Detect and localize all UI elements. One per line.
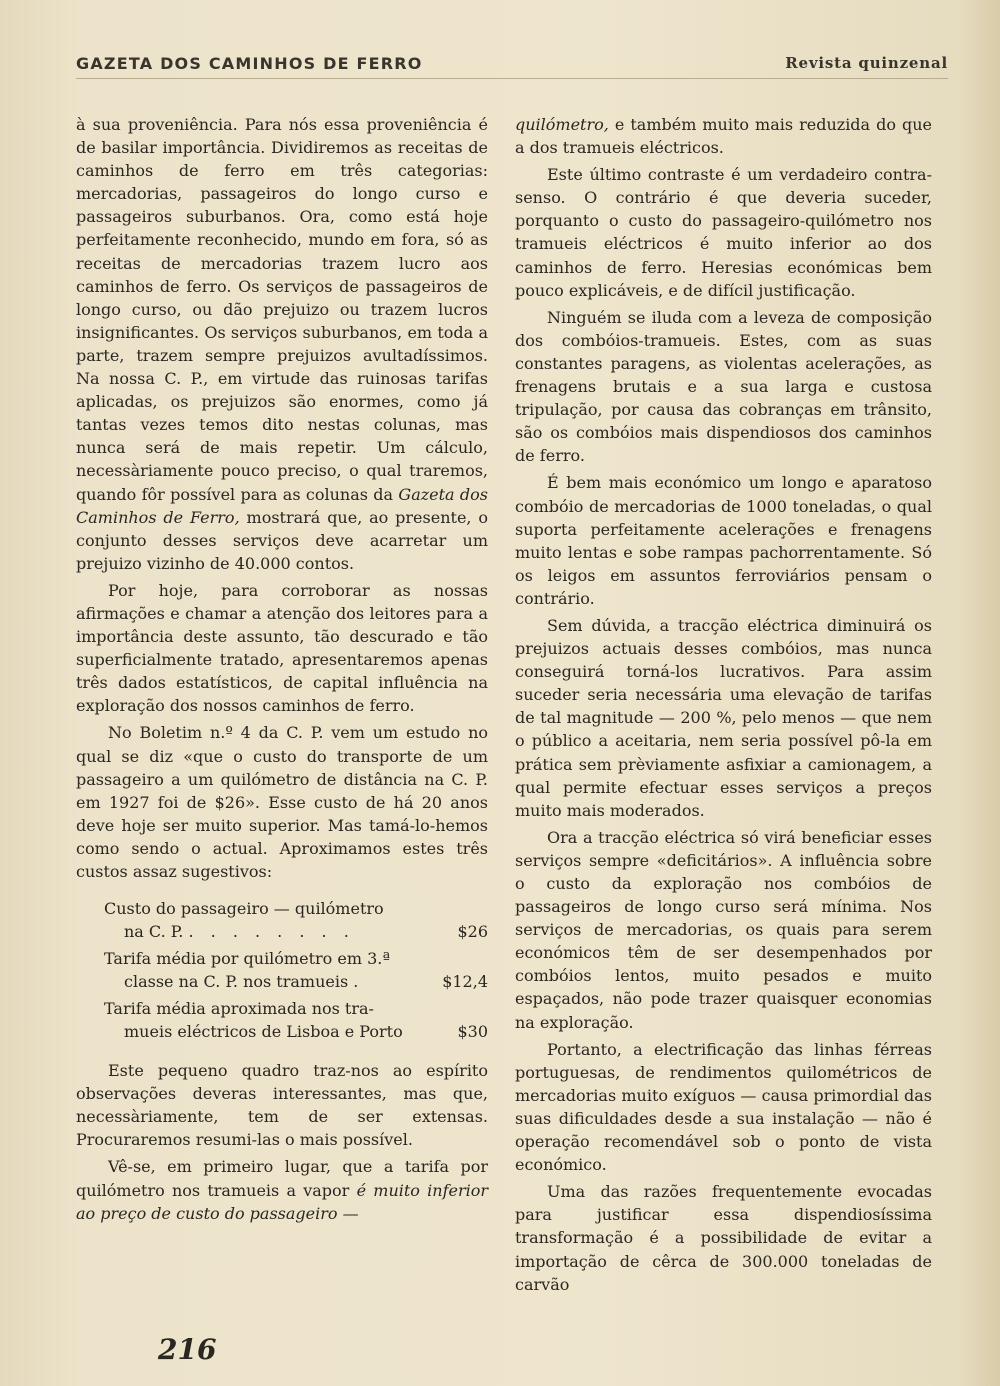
paragraph: à sua proveniência. Para nós essa proveniência é de basilar importância. Dividiremos as receitas de caminhos de ferro em três categorias: mercadorias, passageiros do longo curso e passageiros suburbanos. Ora, como está hoje perfeitamente reconhecido, mundo em fora, só as receitas de mercadorias trazem lucro aos caminhos de ferro. Os serviços de passageiros de longo curso, ou dão prejuizo ou trazem lucros insignificantes. Os serviços suburbanos, em toda a parte, trazem sempre prejuizos avultadíssimos. Na nossa C. P., em virtude das ruinosas tarifas aplicadas, os prejuizos são enormes, como já tantas vezes temos dito nestas colunas, mas nunca será de mais repetir. Um cálculo, necessàriamente pouco preciso, o qual traremos, quando fôr possível para as colunas da Gazeta dos Caminhos de Ferro, mostrará que, ao presente, o conjunto desses serviços deve acarretar um prejuizo vizinho de 40.000 contos. xyxy=(76,115,489,573)
row-label: Tarifa média aproximada nos tra- xyxy=(104,999,374,1019)
paragraph: Por hoje, para corroborar as nossas afirmações e chamar a atenção dos leitores para a importância deste assunto, tão descurado e tão superficialmente tratado, apresentaremos apenas três dados estatísticos, de capital influência na exploração dos nossos caminhos de ferro. xyxy=(76,580,488,716)
row-value: $26 xyxy=(457,922,488,942)
page-header xyxy=(76,52,948,79)
row-label-cont: na C. P. xyxy=(124,922,184,942)
paragraph: Portanto, a electrificação das linhas férreas portuguesas, de rendimentos quilométricos de mercadorias muito exíguos — causa primordial das suas dificuldades desde a sua instalação — não é operação recomendável sob o ponto de vista económico. xyxy=(515,1039,932,1175)
row-label-cont: classe na C. P. nos tramueis xyxy=(124,972,349,992)
paragraph: Este pequeno quadro traz-nos ao espírito observações deveras interessantes, mas que, necessàriamente, tem de ser extensas. Procuraremos resumi-las o mais possível. xyxy=(76,1061,488,1150)
paragraph: Sem dúvida, a tracção eléctrica diminuirá os prejuizos actuais desses combóios, mas nunca conseguirá torná-los lucrativos. Para assim suceder seria necessária uma elevação de tarifas de tal magnitude — 200 %, pelo menos — que nem o público a aceitaria, nem seria possível pô-la em prática sem prèviamente asfixiar a camionagem, a qual permite efectuar esses serviços a preços muito mais moderados. xyxy=(515,615,932,820)
row-label-cont: mueis eléctricos de Lisboa e Porto xyxy=(124,1022,403,1042)
table-row xyxy=(104,997,488,1043)
paragraph: Vê-se, em primeiro lugar, que a tarifa por quilómetro nos tramueis a vapor é muito inferior ao preço de custo do passageiro — xyxy=(76,1157,489,1223)
publication-subtitle: Revista quinzenal xyxy=(785,54,948,72)
table-row xyxy=(104,947,488,993)
cost-table xyxy=(104,897,488,1043)
row-label: Tarifa média por quilómetro em 3.ª xyxy=(104,949,390,969)
leader-dots: . xyxy=(353,972,365,992)
left-column xyxy=(76,113,488,1229)
paragraph: Uma das razões frequentemente evocadas para justificar essa dispendiosíssima transformação é a possibilidade de evitar a importação de cêrca de 300.000 toneladas de carvão xyxy=(515,1182,932,1294)
row-label: Custo do passageiro — quilómetro xyxy=(104,899,384,919)
paragraph: Ninguém se iluda com a leveza de composição dos combóios-tramueis. Estes, com as suas constantes paragens, as violentas acelerações, as frenagens brutais e a sua larga e custosa tripulação, por causa das cobranças em trânsito, são os combóios mais dispendiosos dos caminhos de ferro. xyxy=(515,307,932,466)
paragraph: No Boletim n.º 4 da C. P. vem um estudo no qual se diz «que o custo do transporte de um passageiro a um quilómetro de distância na C. P. em 1927 foi de $26». Esse custo de há 20 anos deve hoje ser muito superior. Mas tamá-lo-hemos como sendo o actual. Aproximamos estes três custos assaz sugestivos: xyxy=(76,723,488,881)
table-row xyxy=(104,897,488,943)
paragraph: Este último contraste é um verdadeiro contra-senso. O contrário é que deveria suceder, porquanto o custo do passageiro-quilómetro nos tramueis eléctricos é muito inferior ao dos caminhos de ferro. Heresias económicas bem pouco explicáveis, e de difícil justificação. xyxy=(515,165,932,300)
paragraph: quilómetro, e também muito mais reduzida do que a dos tramueis eléctricos. xyxy=(515,115,932,158)
row-value: $30 xyxy=(457,1022,488,1042)
paragraph: Ora a tracção eléctrica só virá beneficiar esses serviços sempre «deficitários». A influência sobre o custo da exploração nos combóios de passageiros de longo curso será mínima. Nos serviços de mercadorias, os quais para serem económicos têm de ser desempenhados por combóios lentos, muito pesados e muito espaçados, não pode trazer quaisquer economias na exploração. xyxy=(515,827,932,1032)
publication-title: GAZETA DOS CAMINHOS DE FERRO xyxy=(76,54,423,73)
page-number: 216 xyxy=(158,1333,217,1366)
paragraph: É bem mais económico um longo e aparatoso combóio de mercadorias de 1000 toneladas, o qual suporta perfeitamente acelerações e frenagens muito lentas e sobe rampas pachorrentamente. Só os leigos em assuntos ferroviários pensam o contrário. xyxy=(515,473,932,608)
row-value: $12,4 xyxy=(442,972,488,992)
leader-dots: . . . . . . . . xyxy=(188,922,355,942)
right-column xyxy=(515,113,932,1300)
